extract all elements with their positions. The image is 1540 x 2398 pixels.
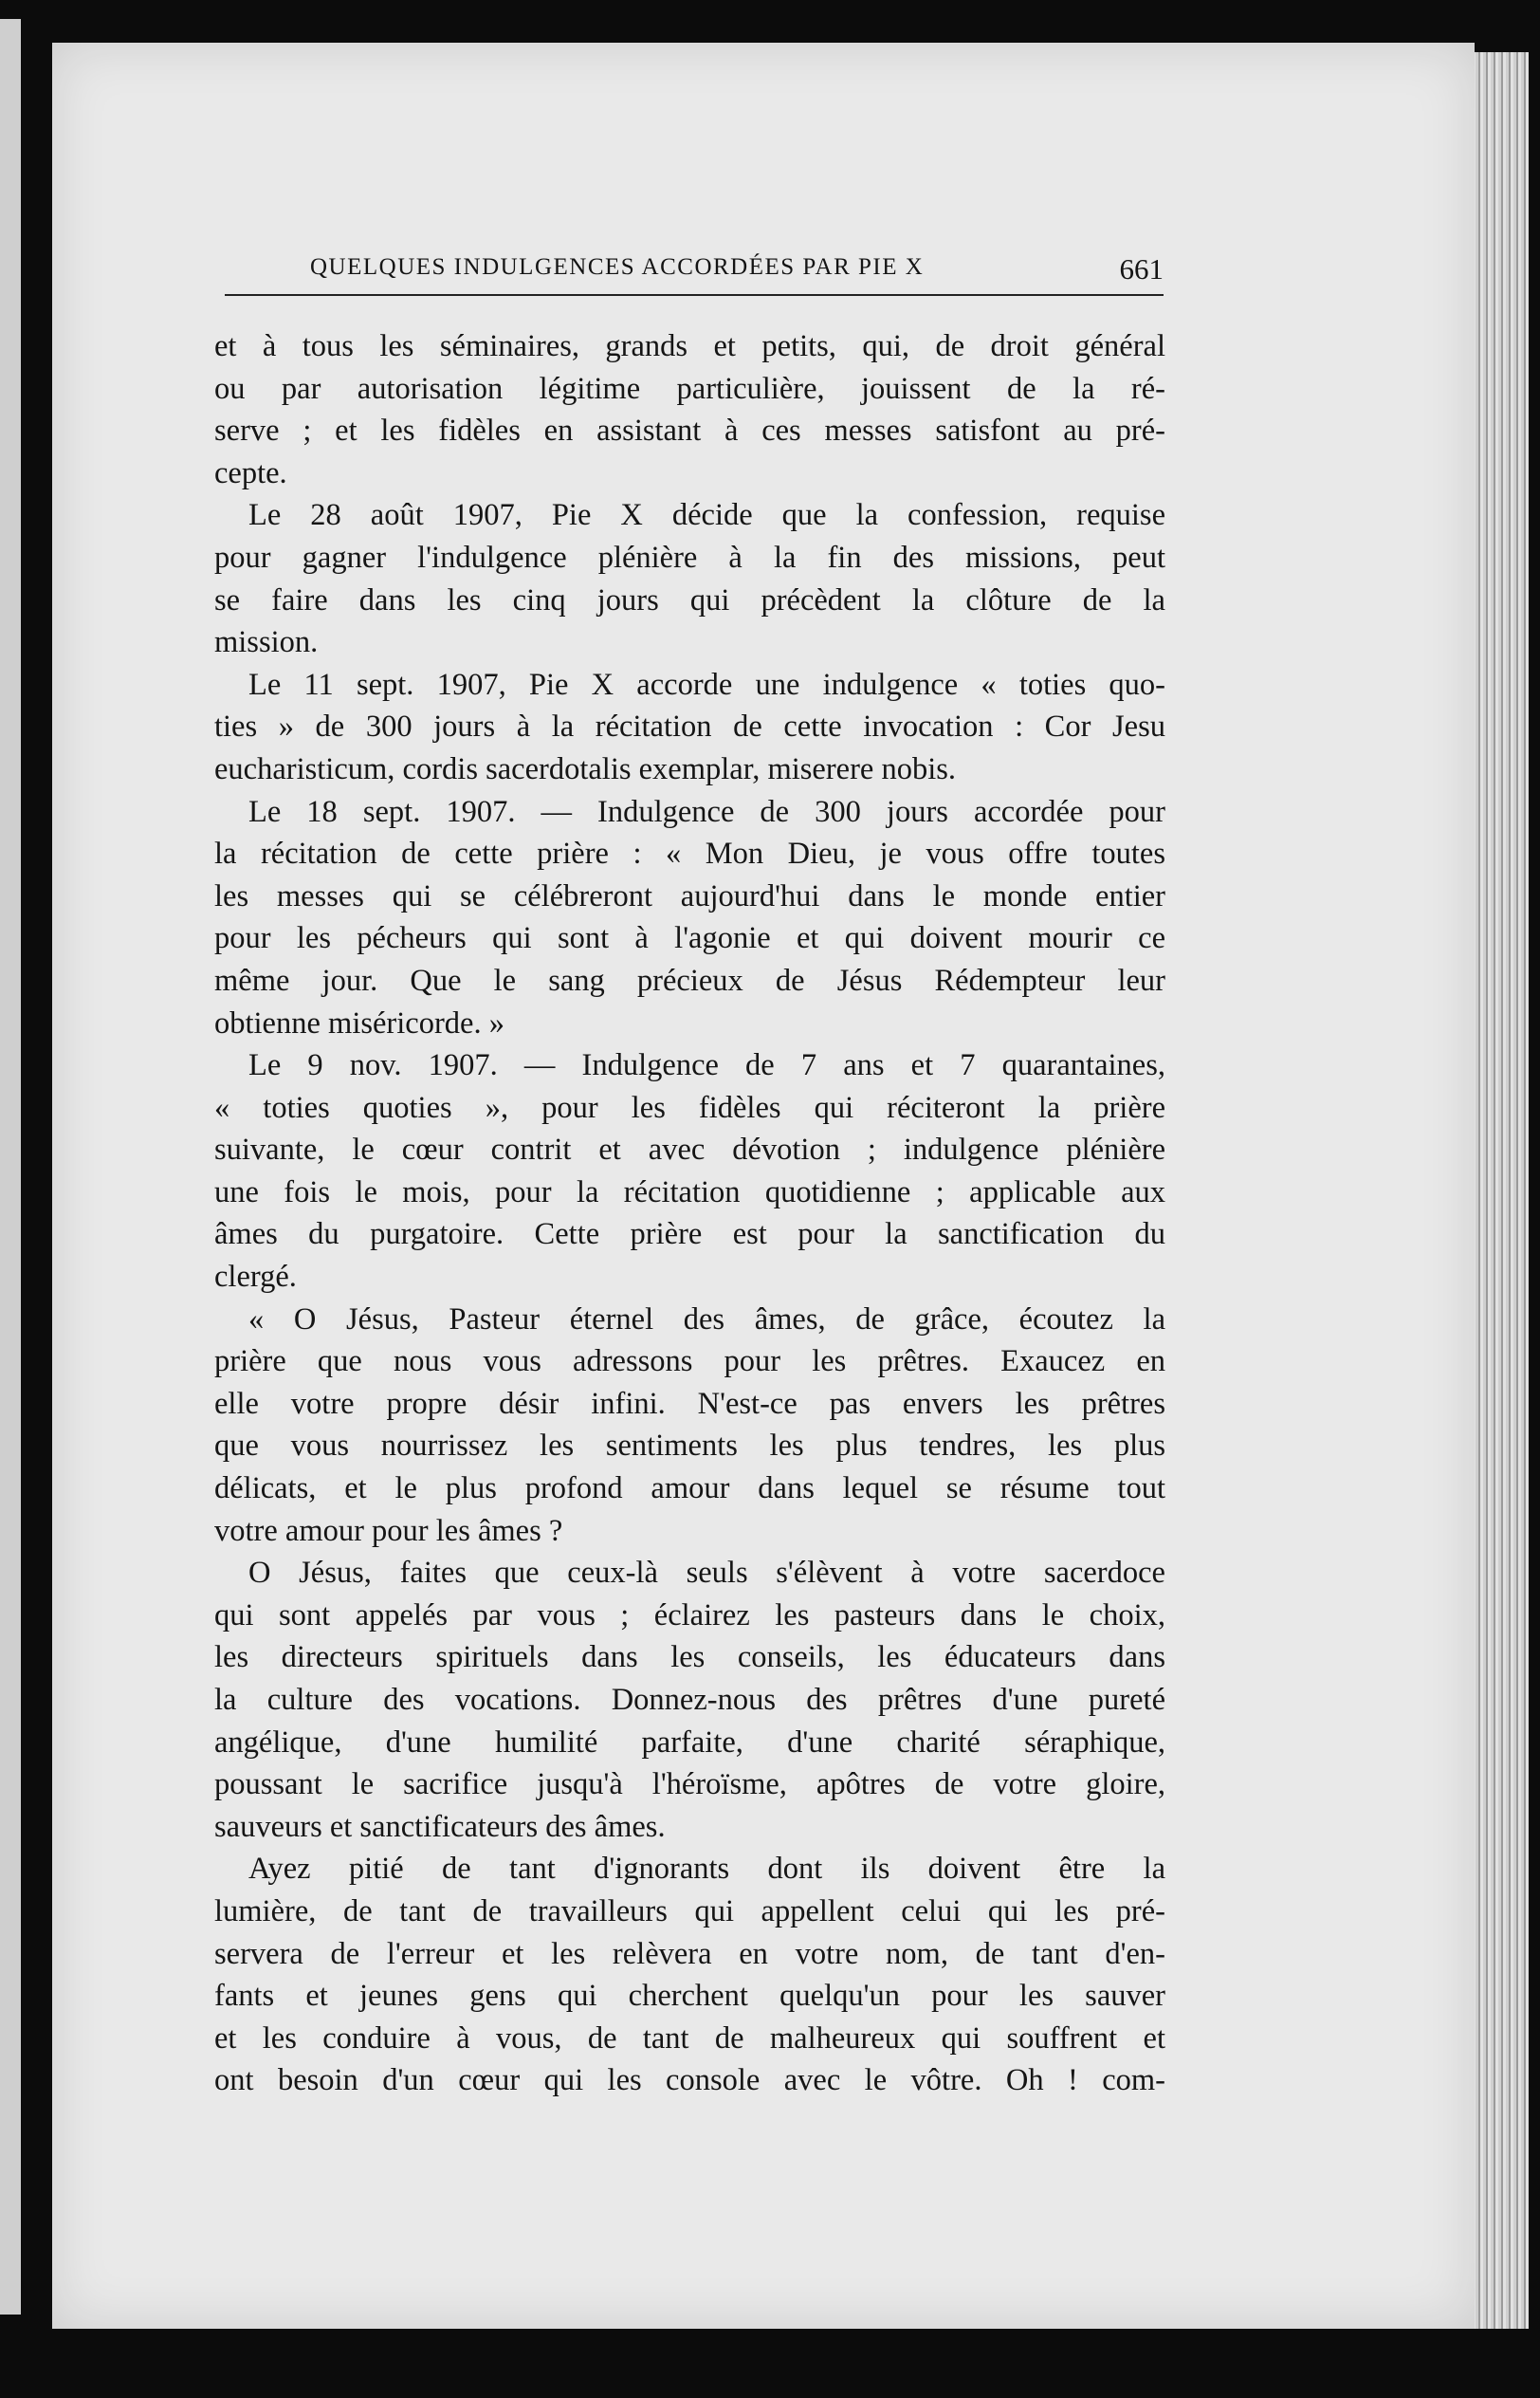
paragraph	[214, 791, 1165, 1045]
page-number: 661	[1119, 252, 1164, 286]
text-line: cepte.	[214, 455, 287, 490]
paragraph	[214, 1299, 1165, 1553]
paragraph	[214, 1044, 1165, 1299]
text-line: Le 9 nov. 1907. — Indulgence de 7 ans et 7 quarantaines,	[248, 1048, 1165, 1083]
text-line: serve ; et les fidèles en assistant à ces messes satisfont au pré-	[214, 414, 1165, 449]
text-line: angélique, d'une humilité parfaite, d'une charité séraphique,	[214, 1725, 1165, 1760]
running-head	[225, 249, 1164, 296]
text-line: lumière, de tant de travailleurs qui appellent celui qui les pré-	[214, 1893, 1165, 1928]
text-line: Le 11 sept. 1907, Pie X accorde une indulgence « toties quo-	[248, 667, 1165, 702]
text-line: elle votre propre désir infini. N'est-ce pas envers les prêtres	[214, 1386, 1165, 1421]
paragraph	[214, 494, 1165, 663]
text-line: votre amour pour les âmes ?	[214, 1513, 563, 1548]
text-line: et à tous les séminaires, grands et petits, qui, de droit général	[214, 329, 1165, 363]
text-line: eucharisticum, cordis sacerdotalis exemplar, miserere nobis.	[214, 751, 957, 786]
paragraph	[214, 1552, 1165, 1848]
text-line: sauveurs et sanctificateurs des âmes.	[214, 1809, 666, 1844]
text-line: la récitation de cette prière : « Mon Dieu, je vous offre toutes	[214, 837, 1165, 872]
text-line: poussant le sacrifice jusqu'à l'héroïsme, apôtres de votre gloire,	[214, 1767, 1165, 1802]
text-line: âmes du purgatoire. Cette prière est pour la sanctification du	[214, 1217, 1165, 1252]
text-line: les directeurs spirituels dans les conseils, les éducateurs dans	[214, 1640, 1165, 1675]
text-line: qui sont appelés par vous ; éclairez les pasteurs dans le choix,	[214, 1597, 1165, 1632]
text-line: pour gagner l'indulgence plénière à la fin des missions, peut	[214, 540, 1165, 575]
text-line: ties » de 300 jours à la récitation de cette invocation : Cor Jesu	[214, 710, 1165, 745]
paragraph	[214, 1848, 1165, 2102]
header-rule	[225, 294, 1164, 296]
text-line: Le 28 août 1907, Pie X décide que la confession, requise	[248, 498, 1165, 533]
text-line: que vous nourrissez les sentiments les plus tendres, les plus	[214, 1429, 1165, 1464]
paragraph	[214, 325, 1165, 494]
text-line: O Jésus, faites que ceux-là seuls s'élèvent à votre sacerdoce	[248, 1556, 1165, 1591]
text-line: délicats, et le plus profond amour dans lequel se résume tout	[214, 1471, 1165, 1506]
text-line: Le 18 sept. 1907. — Indulgence de 300 jours accordée pour	[248, 794, 1165, 829]
text-line: même jour. Que le sang précieux de Jésus Rédempteur leur	[214, 963, 1165, 998]
text-line: prière que nous vous adressons pour les prêtres. Exaucez en	[214, 1344, 1165, 1379]
text-line: mission.	[214, 625, 319, 660]
text-line: se faire dans les cinq jours qui précèdent la clôture de la	[214, 582, 1165, 618]
text-line: suivante, le cœur contrit et avec dévotion ; indulgence plénière	[214, 1133, 1165, 1168]
text-line: clergé.	[214, 1260, 297, 1295]
text-line: « O Jésus, Pasteur éternel des âmes, de grâce, écoutez la	[248, 1301, 1165, 1337]
text-line: fants et jeunes gens qui cherchent quelqu'un pour les sauver	[214, 1979, 1165, 2014]
text-line: Ayez pitié de tant d'ignorants dont ils doivent être la	[248, 1852, 1165, 1887]
text-line: la culture des vocations. Donnez-nous des prêtres d'une pureté	[214, 1683, 1165, 1717]
text-line: « toties quoties », pour les fidèles qui réciteront la prière	[214, 1090, 1165, 1125]
body-text	[214, 325, 1165, 2102]
text-line: et les conduire à vous, de tant de malheureux qui souffrent et	[214, 2020, 1165, 2056]
facing-page-edge	[0, 19, 21, 2315]
running-head-title: QUELQUES INDULGENCES ACCORDÉES PAR PIE X	[310, 254, 925, 280]
text-line: pour les pécheurs qui sont à l'agonie et qui doivent mourir ce	[214, 921, 1165, 956]
text-line: une fois le mois, pour la récitation quotidienne ; applicable aux	[214, 1174, 1165, 1209]
text-line: ont besoin d'un cœur qui les console avec le vôtre. Oh ! com-	[214, 2063, 1165, 2098]
paragraph	[214, 664, 1165, 791]
text-line: les messes qui se célébreront aujourd'hui dans le monde entier	[214, 878, 1165, 913]
text-line: obtienne miséricorde. »	[214, 1005, 504, 1041]
text-line: servera de l'erreur et les relèvera en votre nom, de tant d'en-	[214, 1936, 1165, 1971]
text-line: ou par autorisation légitime particulière, jouissent de la ré-	[214, 371, 1165, 406]
